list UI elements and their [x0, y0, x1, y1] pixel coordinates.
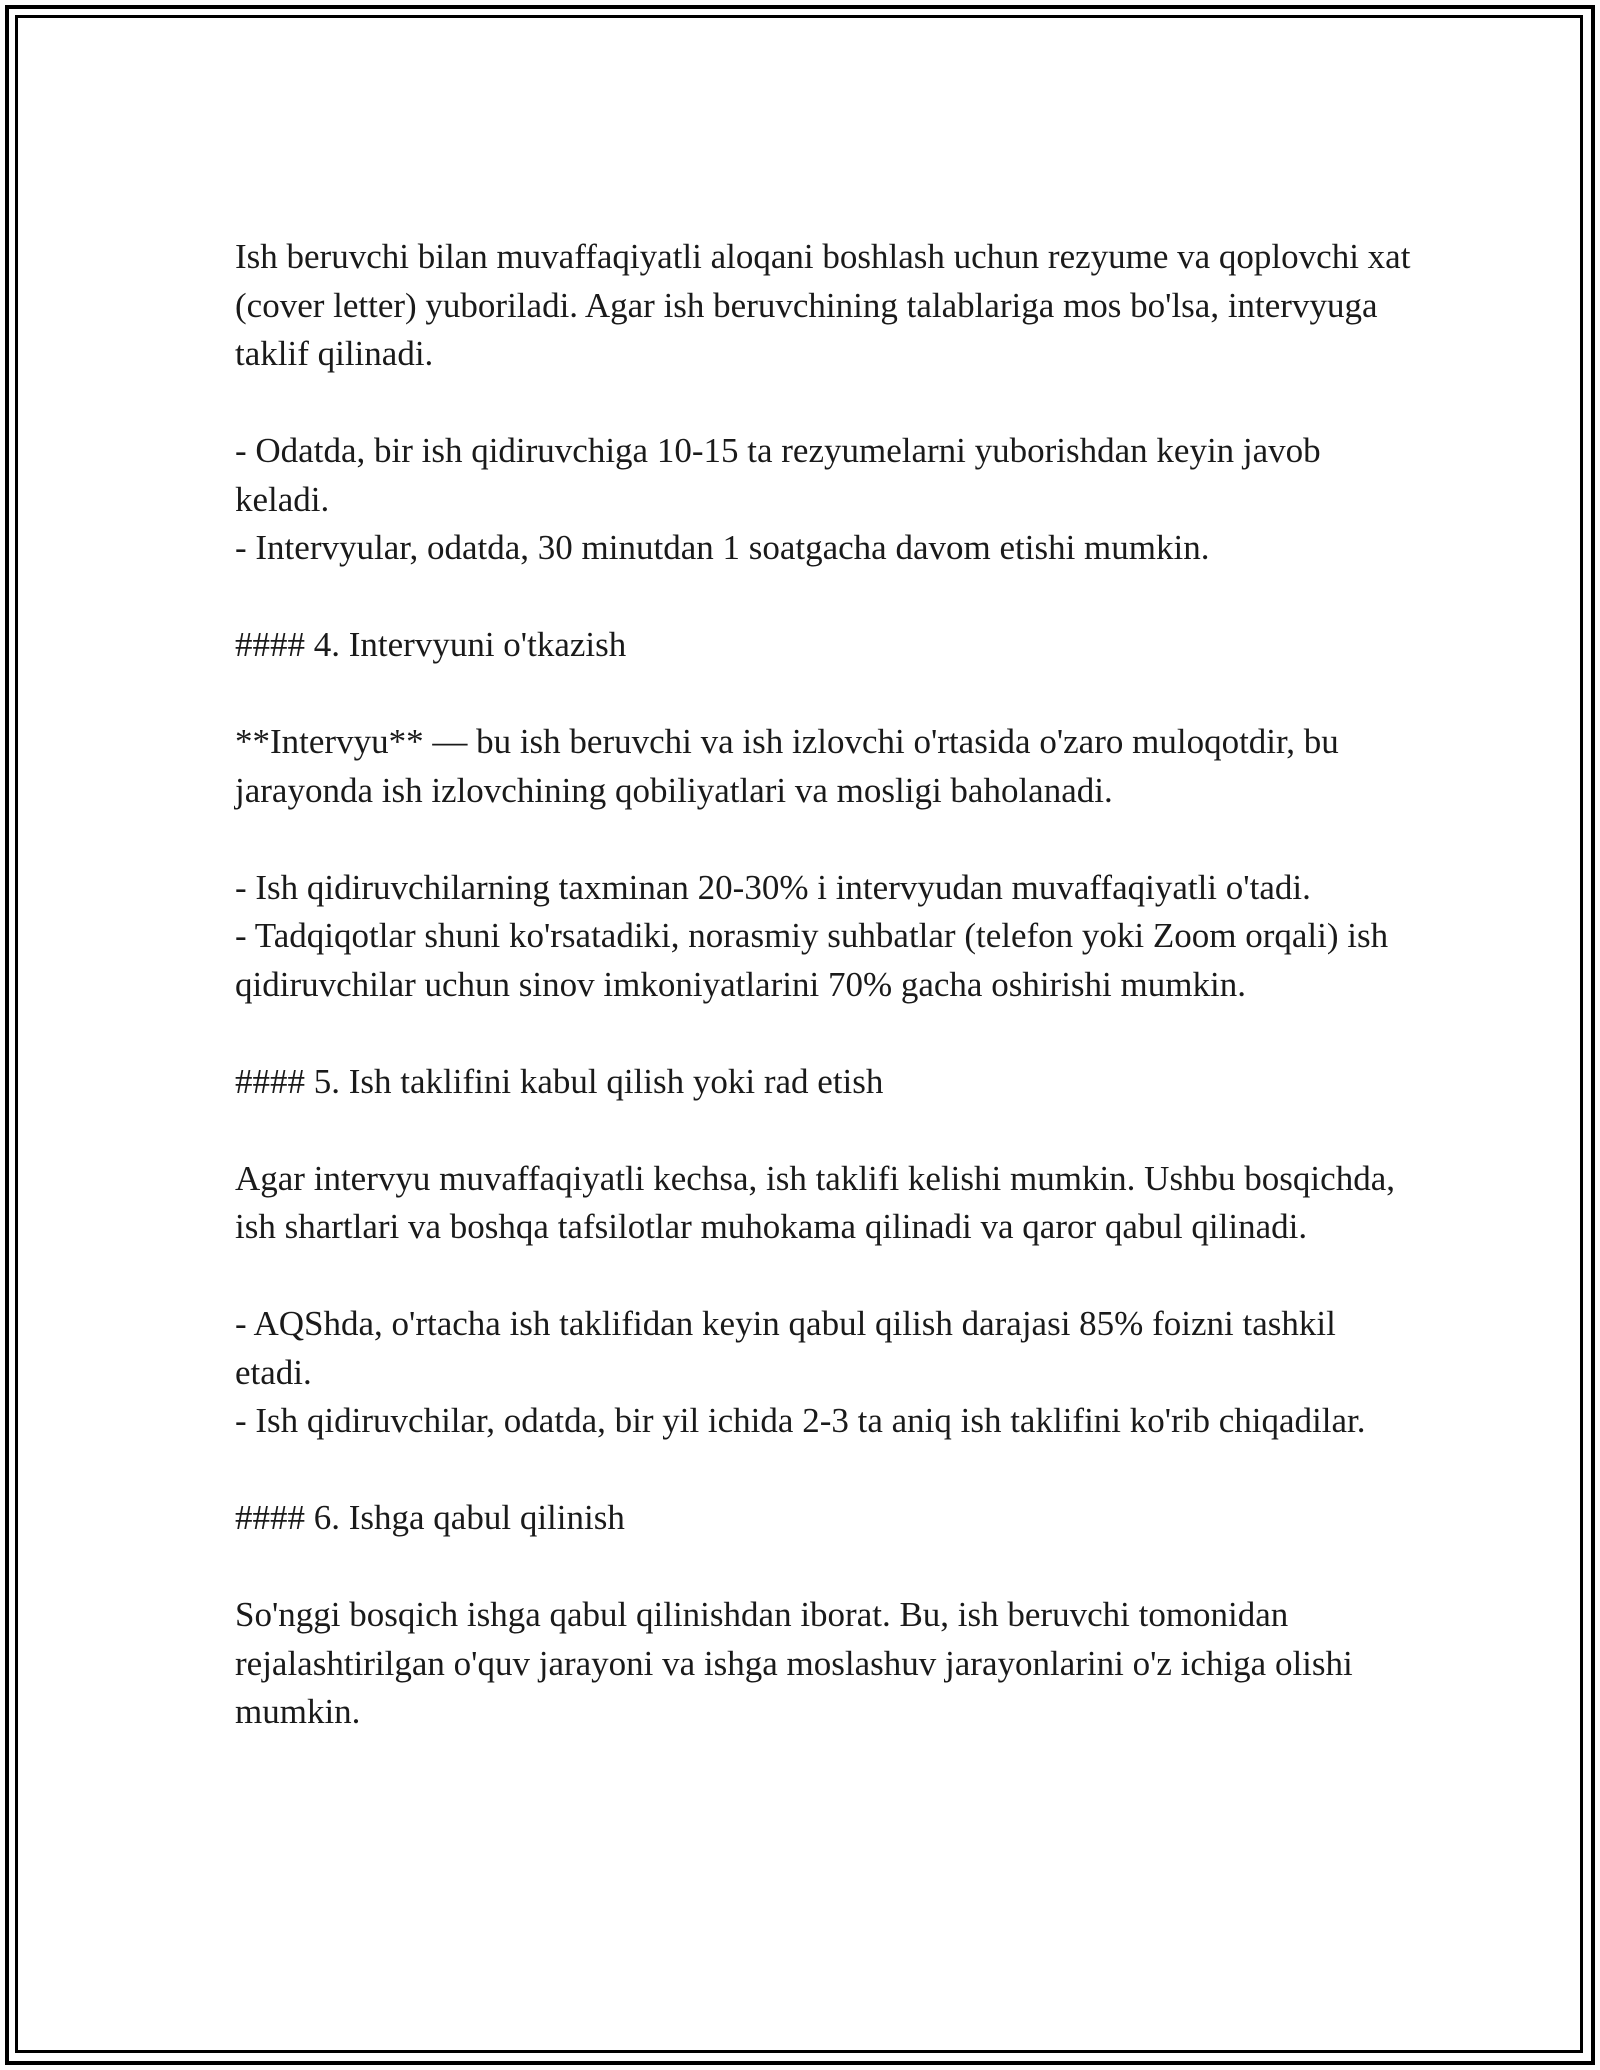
- list-item: - AQShda, o'rtacha ish taklifidan keyin qabul qilish darajasi 85% foizni tashkil etadi.: [235, 1304, 1336, 1392]
- spacer: [235, 1446, 1415, 1495]
- list-item: - Intervyular, odatda, 30 minutdan 1 soatgacha davom etishi mumkin.: [235, 528, 1210, 567]
- list-item: - Odatda, bir ish qidiruvchiga 10-15 ta rezyumelarni yuborishdan keyin javob keladi.: [235, 431, 1321, 519]
- document-body: [235, 233, 1415, 1737]
- list-item: - Ish qidiruvchilar, odatda, bir yil ichida 2-3 ta aniq ish taklifini ko'rib chiqadilar.: [235, 1401, 1366, 1440]
- intro-paragraph: Ish beruvchi bilan muvaffaqiyatli aloqani boshlash uchun rezyume va qoplovchi xat (cover letter) yuboriladi. Agar ish beruvchining talablariga mos bo'lsa, intervyuga taklif qilinadi.: [235, 237, 1411, 373]
- body-paragraph: Agar intervyu muvaffaqiyatli kechsa, ish taklifi kelishi mumkin. Ushbu bosqichda, ish shartlari va boshqa tafsilotlar muhokama qilinadi va qaror qabul qilinadi.: [235, 1158, 1395, 1246]
- spacer: [235, 1543, 1415, 1592]
- spacer: [235, 573, 1415, 622]
- section-heading: #### 6. Ishga qabul qilinish: [235, 1498, 625, 1537]
- list-item: - Ish qidiruvchilarning taxminan 20-30% i intervyudan muvaffaqiyatli o'tadi.: [235, 867, 1311, 907]
- spacer: [235, 1252, 1415, 1301]
- spacer: [235, 379, 1415, 428]
- body-paragraph: So'nggi bosqich ishga qabul qilinishdan iborat. Bu, ish beruvchi tomonidan rejalashtirilgan o'quv jarayoni va ishga moslashuv jarayonlarini o'z ichiga olishi mumkin.: [235, 1595, 1353, 1731]
- spacer: [235, 815, 1415, 864]
- body-paragraph: **Intervyu** — bu ish beruvchi va ish izlovchi o'rtasida o'zaro muloqotdir, bu jarayonda ish izlovchining qobiliyatlari va mosligi baholanadi.: [235, 722, 1339, 810]
- spacer: [235, 1106, 1415, 1155]
- spacer: [235, 670, 1415, 719]
- section-heading: #### 4. Intervyuni o'tkazish: [235, 625, 627, 664]
- spacer: [235, 1009, 1415, 1058]
- list-item: - Tadqiqotlar shuni ko'rsatadiki, norasmiy suhbatlar (telefon yoki Zoom orqali) ish qidiruvchilar uchun sinov imkoniyatlarini 70% gacha oshirishi mumkin.: [235, 916, 1389, 1004]
- section-heading: #### 5. Ish taklifini kabul qilish yoki rad etish: [235, 1061, 884, 1101]
